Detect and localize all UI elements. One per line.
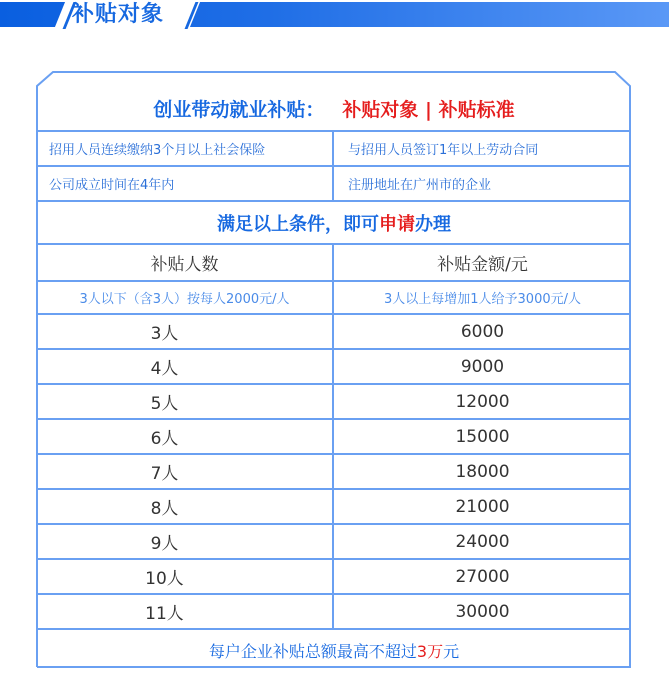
footer-text: 每户企业补贴总额最高不超过 <box>208 641 417 661</box>
footer-max-amount: 3万 <box>416 641 444 661</box>
condition-item: 招用人员连续缴纳3个月以上社会保险 <box>37 132 334 165</box>
condition-row <box>37 130 631 165</box>
apply-highlight: 申请 <box>379 213 415 235</box>
table-row <box>37 418 631 453</box>
amount-cell: 21000 <box>455 496 510 517</box>
footer-row <box>37 628 631 670</box>
table-header-row <box>37 243 631 280</box>
rule-under-3: 3人以下（含3人）按每人2000元/人 <box>37 282 334 313</box>
header-amount: 补贴金额/元 <box>437 255 528 275</box>
headcount-cell: 5人 <box>37 385 334 418</box>
amount-cell: 30000 <box>455 601 510 622</box>
table-row <box>37 348 631 383</box>
card-title: 创业带动就业补贴： <box>153 98 325 121</box>
apply-text: 满足以上条件，即可 <box>217 213 379 235</box>
table-row <box>37 313 631 348</box>
header-headcount: 补贴人数 <box>37 245 334 280</box>
amount-cell: 12000 <box>455 391 510 412</box>
condition-item: 与招用人员签订1年以上劳动合同 <box>348 143 539 158</box>
table-row <box>37 523 631 558</box>
condition-item: 注册地址在广州市的企业 <box>348 178 492 193</box>
amount-cell: 27000 <box>455 566 510 587</box>
subsidy-table <box>37 86 631 670</box>
table-row <box>37 488 631 523</box>
table-row <box>37 558 631 593</box>
amount-cell: 15000 <box>455 426 510 447</box>
headcount-cell: 10人 <box>37 560 334 593</box>
table-row <box>37 383 631 418</box>
card-title-row <box>37 86 631 130</box>
table-row <box>37 593 631 628</box>
rule-description-row <box>37 280 631 313</box>
footer-unit: 元 <box>443 641 460 661</box>
amount-cell: 6000 <box>460 321 505 342</box>
headcount-cell: 9人 <box>37 525 334 558</box>
apply-text-end: 办理 <box>415 213 451 235</box>
amount-cell: 24000 <box>455 531 510 552</box>
amount-cell: 18000 <box>455 461 510 482</box>
headcount-cell: 11人 <box>37 595 334 628</box>
headcount-cell: 8人 <box>37 490 334 523</box>
section-banner <box>0 2 669 27</box>
apply-row <box>37 200 631 243</box>
amount-cell: 9000 <box>460 356 505 377</box>
headcount-cell: 6人 <box>37 420 334 453</box>
condition-item: 公司成立时间在4年内 <box>37 167 334 200</box>
rule-over-3: 3人以上每增加1人给予3000元/人 <box>383 292 581 307</box>
headcount-cell: 4人 <box>37 350 334 383</box>
headcount-cell: 7人 <box>37 455 334 488</box>
card-title-highlight: 补贴对象 | 补贴标准 <box>342 98 515 121</box>
headcount-cell: 3人 <box>37 315 334 348</box>
condition-row <box>37 165 631 200</box>
table-row <box>37 453 631 488</box>
section-title: 补贴对象 <box>72 2 165 27</box>
